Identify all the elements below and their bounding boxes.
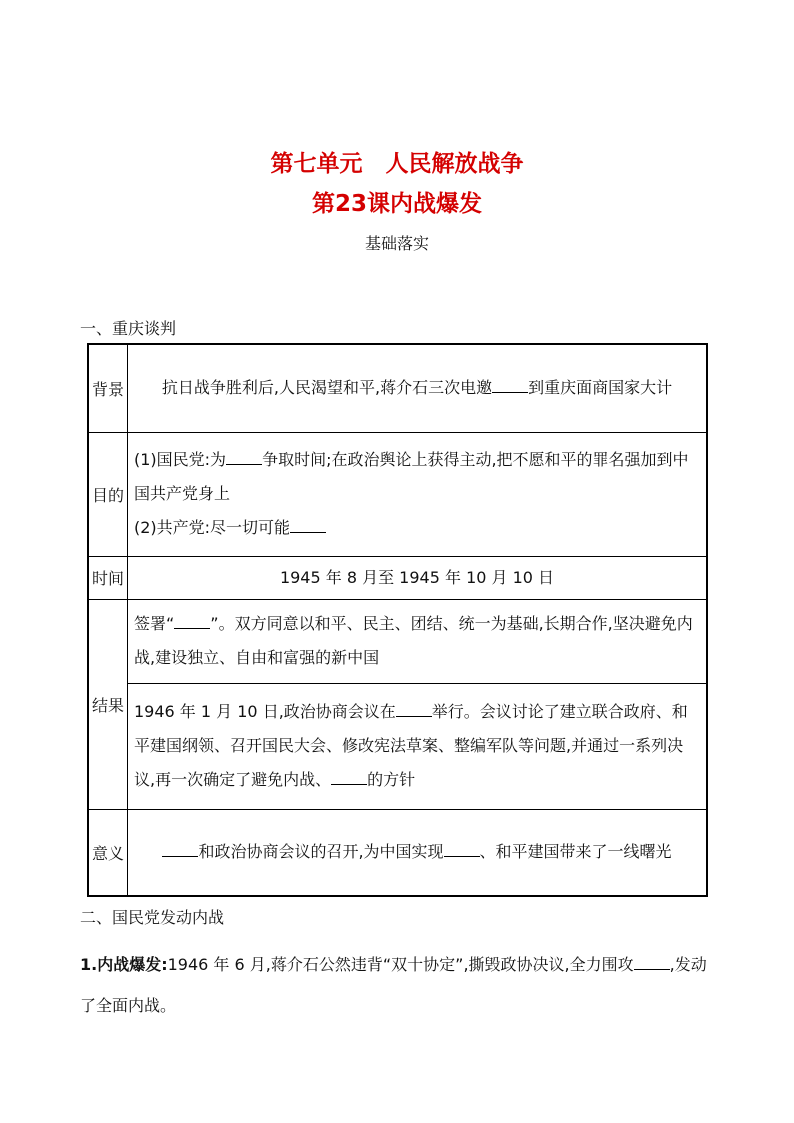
item-text-a: 1946 年 6 月,蒋介石公然违背“双十协定”,撕毁政协决议,全力围攻 xyxy=(167,955,634,974)
table-row xyxy=(88,599,707,683)
significance-cell xyxy=(128,809,708,896)
fill-blank[interactable] xyxy=(634,968,670,970)
row-label-purpose: 目的 xyxy=(88,432,128,556)
fill-blank[interactable] xyxy=(226,463,262,465)
row-label-background: 背景 xyxy=(88,344,128,432)
purpose-cell xyxy=(128,432,708,556)
fill-blank[interactable] xyxy=(492,391,528,393)
item-text-b: ,发动了全面内战。 xyxy=(80,955,707,1015)
result-cell-2 xyxy=(128,683,708,809)
background-text-b: 到重庆面商国家大计 xyxy=(528,378,673,398)
fill-blank[interactable] xyxy=(444,855,480,857)
purpose-line-1 xyxy=(134,443,700,511)
chongqing-negotiation-table xyxy=(87,343,708,897)
significance-text-c: 、和平建国带来了一线曙光 xyxy=(479,842,672,862)
result-text-2b: 举行。会议讨论了建立联合政府、和平建国纲领、召开国民大会、修改宪法草案、整编军队等问题,并通过一系列决议,再一次确定了避免内战、 xyxy=(134,702,688,789)
lesson-title: 第23课内战爆发 xyxy=(311,191,482,217)
table-row xyxy=(88,432,707,556)
result-text-2a: 1946 年 1 月 10 日,政治协商会议在 xyxy=(134,702,396,721)
significance-text-b: 和政治协商会议的召开,为中国实现 xyxy=(198,842,444,862)
table-row xyxy=(88,344,707,432)
table-row xyxy=(88,809,707,896)
time-cell: 1945 年 8 月至 1945 年 10 月 10 日 xyxy=(128,556,708,599)
result-text-1a: 签署“ xyxy=(134,614,175,633)
item-label: 1.内战爆发: xyxy=(80,955,168,974)
unit-title: 第七单元 人民解放战争 xyxy=(270,151,524,177)
row-label-result: 结果 xyxy=(88,599,128,809)
table-row xyxy=(88,683,707,809)
result-cell-1 xyxy=(128,599,708,683)
fill-blank[interactable] xyxy=(290,531,326,533)
row-label-time: 时间 xyxy=(88,556,128,599)
result-text-2c: 的方针 xyxy=(367,770,416,789)
purpose-text-2a: (2)共产党:尽一切可能 xyxy=(134,518,291,537)
fill-blank[interactable] xyxy=(162,855,198,857)
section-label: 基础落实 xyxy=(364,234,429,253)
table-row xyxy=(88,556,707,599)
civil-war-outbreak-paragraph xyxy=(80,944,716,1026)
background-text-a: 抗日战争胜利后,人民渴望和平,蒋介石三次电邀 xyxy=(161,378,493,398)
section-heading-chongqing: 一、重庆谈判 xyxy=(80,319,177,338)
result-text-1b: ”。双方同意以和平、民主、团结、统一为基础,长期合作,坚决避免内战,建设独立、自由和富强的新中国 xyxy=(134,614,693,667)
fill-blank[interactable] xyxy=(331,783,367,785)
purpose-text-1a: (1)国民党:为 xyxy=(134,450,227,469)
background-cell xyxy=(128,344,708,432)
section-heading-civil-war: 二、国民党发动内战 xyxy=(80,908,225,927)
fill-blank[interactable] xyxy=(396,715,432,717)
row-label-significance: 意义 xyxy=(88,809,128,896)
purpose-text-1b: 争取时间;在政治舆论上获得主动,把不愿和平的罪名强加到中国共产党身上 xyxy=(134,450,689,503)
purpose-line-2 xyxy=(134,511,700,545)
fill-blank[interactable] xyxy=(174,627,210,629)
